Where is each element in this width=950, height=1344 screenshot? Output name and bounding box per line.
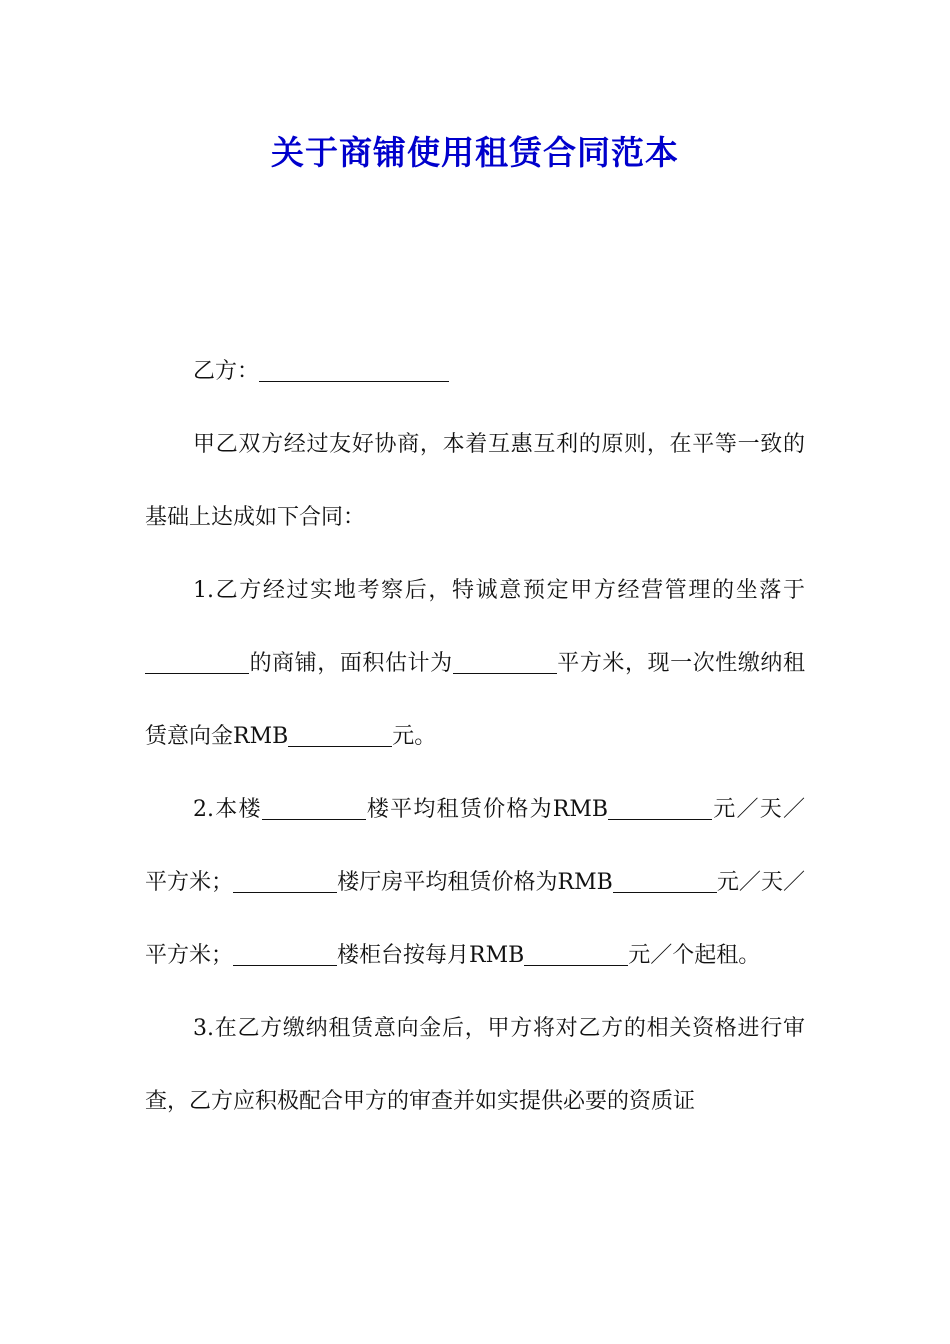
clause-2-text-a: 2.本楼 bbox=[193, 797, 262, 822]
intro-paragraph: 甲乙双方经过友好协商，本着互惠互利的原则，在平等一致的基础上达成如下合同： bbox=[145, 432, 805, 530]
clause-1-text-c: 平方米，现一次性缴纳租赁意向金RMB bbox=[145, 651, 805, 749]
deposit-amount-blank bbox=[288, 723, 392, 747]
price-blank-1 bbox=[608, 796, 712, 820]
party-b-blank bbox=[259, 358, 449, 382]
document-title: 关于商铺使用租赁合同范本 bbox=[271, 133, 679, 172]
clause-3: 3.在乙方缴纳租赁意向金后，甲方将对乙方的相关资格进行审查，乙方应积极配合甲方的审查并如实提供必要的资质证 bbox=[145, 1016, 805, 1114]
clause-1-text-d: 元。 bbox=[392, 724, 437, 749]
clause-2-text-d: 楼厅房平均租赁价格为RMB bbox=[337, 870, 613, 895]
price-blank-3 bbox=[524, 942, 628, 966]
price-blank-2 bbox=[613, 869, 717, 893]
floor-blank-2 bbox=[233, 869, 337, 893]
clause-2-text-f: 楼柜台按每月RMB bbox=[337, 943, 525, 968]
clause-2-text-c: 元／天／平方米； bbox=[145, 797, 805, 895]
floor-blank-1 bbox=[262, 796, 366, 820]
area-blank bbox=[453, 650, 557, 674]
clause-2-text-e: 元／天／平方米； bbox=[145, 870, 805, 968]
party-b-line bbox=[145, 335, 805, 408]
document-body bbox=[145, 335, 805, 1138]
clause-1-text-b: 的商铺，面积估计为 bbox=[249, 651, 453, 676]
clause-1-text-a: 1.乙方经过实地考察后，特诚意预定甲方经营管理的坐落于 bbox=[193, 578, 805, 603]
location-blank bbox=[145, 650, 249, 674]
clause-1 bbox=[145, 554, 805, 773]
clause-2-text-b: 楼平均租赁价格为RMB bbox=[365, 797, 609, 822]
clause-2-text-g: 元／个起租。 bbox=[628, 943, 761, 968]
party-b-label: 乙方： bbox=[193, 359, 260, 384]
floor-blank-3 bbox=[233, 942, 337, 966]
clause-2 bbox=[145, 773, 805, 992]
